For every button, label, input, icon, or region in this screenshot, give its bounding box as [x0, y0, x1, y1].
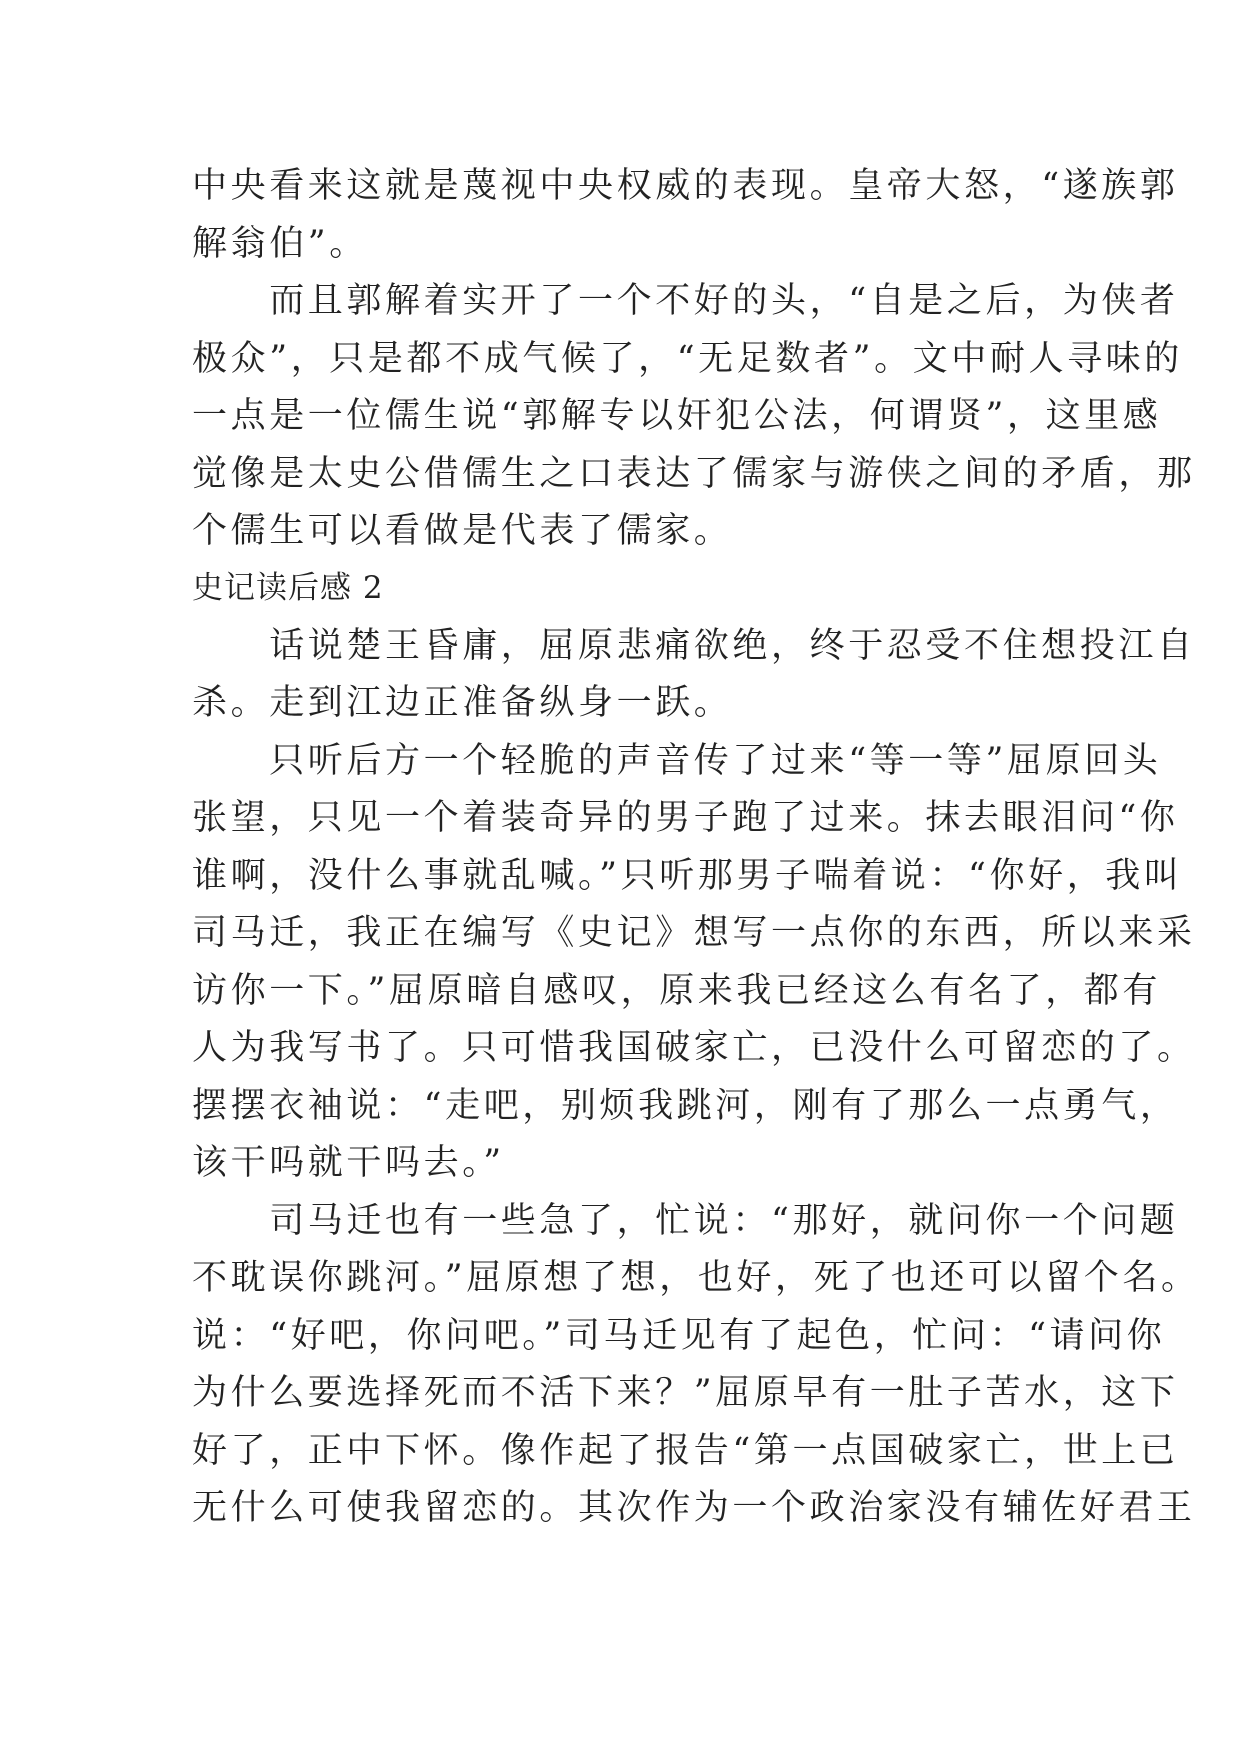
text-line: 一点是一位儒生说“郭解专以奸犯公法，何谓贤”，这里感 [192, 396, 1162, 436]
text-line: 觉像是太史公借儒生之口表达了儒家与游侠之间的矛盾，那 [192, 454, 1196, 494]
text-line: 说：“好吧，你问吧。”司马迁见有了起色，忙问：“请问你 [192, 1316, 1166, 1356]
section-heading: 史记读后感 2 [192, 570, 384, 606]
text-line: 摆摆衣袖说：“走吧，别烦我跳河，刚有了那么一点勇气， [192, 1086, 1179, 1126]
text-line: 不耽误你跳河。”屈原想了想，也好，死了也还可以留个名。 [192, 1258, 1200, 1298]
text-line: 好了，正中下怀。像作起了报告“第一点国破家亡，世上已 [192, 1431, 1179, 1471]
text-line: 解翁伯”。 [192, 224, 368, 264]
text-line: 人为我写书了。只可惜我国破家亡，已没什么可留恋的了。 [192, 1028, 1196, 1068]
text-line: 只听后方一个轻脆的声音传了过来“等一等”屈原回头 [192, 741, 1162, 781]
text-line: 司马迁也有一些急了，忙说：“那好，就问你一个问题 [192, 1201, 1179, 1241]
text-line: 谁啊，没什么事就乱喊。”只听那男子喘着说：“你好，我叫 [192, 856, 1183, 896]
text-line: 杀。走到江边正准备纵身一跃。 [192, 683, 733, 723]
text-line: 极众”，只是都不成气候了，“无足数者”。文中耐人寻味的 [192, 339, 1183, 379]
text-line: 中央看来这就是蔑视中央权威的表现。皇帝大怒，“遂族郭 [192, 166, 1179, 206]
text-line: 而且郭解着实开了一个不好的头，“自是之后，为侠者 [192, 281, 1179, 321]
text-line: 张望，只见一个着装奇异的男子跑了过来。抹去眼泪问“你 [192, 798, 1179, 838]
text-line: 访你一下。”屈原暗自感叹，原来我已经这么有名了，都有 [192, 971, 1161, 1011]
text-line: 司马迁，我正在编写《史记》想写一点你的东西，所以来采 [192, 913, 1196, 953]
text-line: 个儒生可以看做是代表了儒家。 [192, 511, 733, 551]
text-line: 该干吗就干吗去。” [192, 1143, 505, 1183]
text-line: 为什么要选择死而不活下来？”屈原早有一肚子苦水，这下 [192, 1373, 1179, 1413]
text-line: 话说楚王昏庸，屈原悲痛欲绝，终于忍受不住想投江自 [192, 626, 1196, 666]
text-line: 无什么可使我留恋的。其次作为一个政治家没有辅佐好君王 [192, 1488, 1196, 1528]
